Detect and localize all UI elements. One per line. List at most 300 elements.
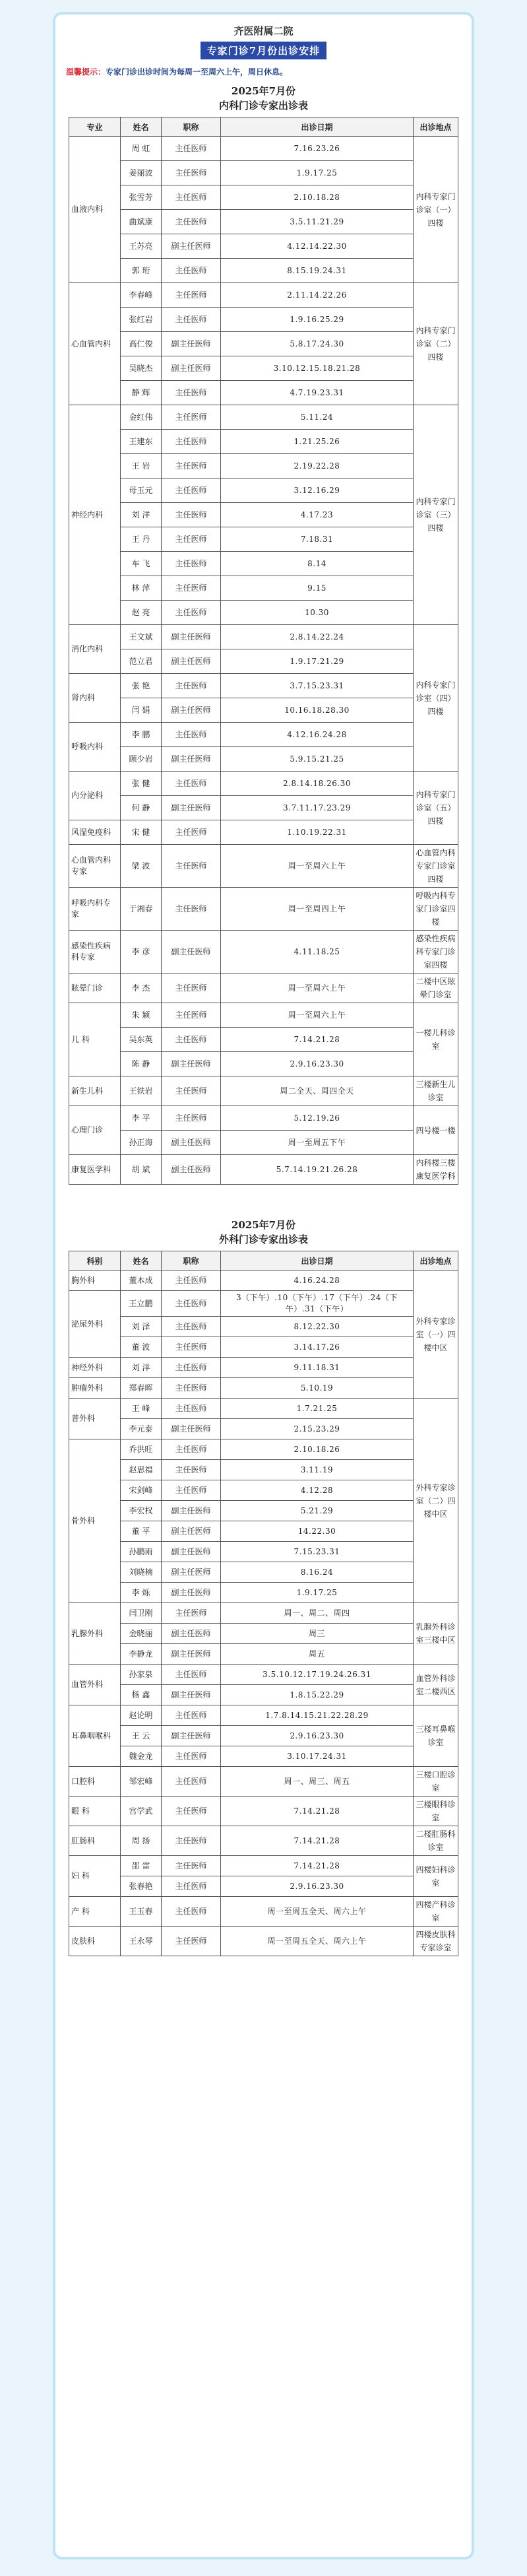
clinic-dates: 周五 [221,1644,414,1665]
table-header-row [69,117,458,137]
table-row [69,723,458,747]
table-row [69,888,458,931]
clinic-location: 内科专家门诊室（二）四楼 [414,283,458,405]
doctor-name: 王玉春 [121,1897,162,1927]
department-name: 感染性疾病科专家 [69,931,121,974]
doctor-title: 主任医师 [162,1028,221,1052]
surgical-table [69,1251,458,1956]
doctor-title: 主任医师 [162,674,221,698]
doctor-name: 董 平 [121,1521,162,1542]
doctor-title: 主任医师 [162,723,221,747]
internal-medicine-table [69,117,458,1185]
doctor-title: 副主任医师 [162,356,221,381]
doctor-name: 王文斌 [121,625,162,649]
doctor-title: 主任医师 [162,479,221,503]
department-name: 血管外科 [69,1665,121,1705]
table-row [69,1003,458,1028]
doctor-name: 王立鹏 [121,1291,162,1317]
doctor-title: 副主任医师 [162,332,221,356]
table-row [69,1291,458,1317]
table-row [69,503,458,527]
clinic-location: 二楼中区眩晕门诊室 [414,974,458,1003]
doctor-title: 主任医师 [162,1856,221,1876]
doctor-title: 主任医师 [162,1480,221,1501]
table-header-row [69,1251,458,1271]
doctor-name: 金红伟 [121,405,162,430]
doctor-title: 副主任医师 [162,1562,221,1583]
doctor-name: 乔洪旺 [121,1439,162,1460]
clinic-location: 四楼妇科诊室 [414,1856,458,1897]
doctor-name: 郑春晖 [121,1378,162,1399]
doctor-title: 主任医师 [162,888,221,931]
doctor-name: 王苏亮 [121,234,162,259]
clinic-location: 四号楼一楼 [414,1106,458,1155]
table-row [69,527,458,552]
doctor-title: 主任医师 [162,820,221,845]
clinic-dates: 2.15.23.29 [221,1419,414,1439]
table-row [69,1271,458,1291]
doctor-name: 王铁岩 [121,1076,162,1106]
doctor-title: 副主任医师 [162,625,221,649]
clinic-dates: 2.9.16.23.30 [221,1876,414,1897]
department-name: 乳腺外科 [69,1603,121,1665]
clinic-dates: 5.10.19 [221,1378,414,1399]
doctor-name: 周 虹 [121,137,162,161]
doctor-title: 副主任医师 [162,1521,221,1542]
clinic-dates: 2.10.18.26 [221,1439,414,1460]
table-row [69,1562,458,1583]
doctor-title: 主任医师 [162,1826,221,1856]
doctor-name: 王建东 [121,430,162,454]
title-header: 职称 [162,117,221,137]
department-name: 呼吸内科 [69,723,121,772]
doctor-name: 王 丹 [121,527,162,552]
doctor-title: 主任医师 [162,1358,221,1378]
department-name: 心理门诊 [69,1106,121,1155]
clinic-dates: 7.15.23.31 [221,1542,414,1562]
clinic-dates: 周一、周二、周四 [221,1603,414,1624]
clinic-dates: 3.11.19 [221,1460,414,1480]
doctor-name: 李静龙 [121,1644,162,1665]
clinic-dates: 1.9.17.25 [221,1583,414,1603]
doctor-title: 主任医师 [162,259,221,283]
clinic-location: 感染性疾病科专家门诊室四楼 [414,931,458,974]
clinic-dates: 1.9.16.25.29 [221,308,414,332]
clinic-dates: 1.7.21.25 [221,1399,414,1419]
clinic-dates: 2.19.22.28 [221,454,414,479]
table-row [69,259,458,283]
clinic-dates: 2.8.14.22.24 [221,625,414,649]
clinic-dates: 7.18.31 [221,527,414,552]
clinic-location: 乳腺外科诊室三楼中区 [414,1603,458,1665]
doctor-title: 主任医师 [162,1439,221,1460]
table-row [69,1480,458,1501]
clinic-dates: 周二全天、周四全天 [221,1076,414,1106]
doctor-title: 副主任医师 [162,649,221,674]
table-row [69,1876,458,1897]
clinic-location: 三楼口腔诊室 [414,1767,458,1797]
doctor-title: 主任医师 [162,381,221,405]
doctor-name: 李 平 [121,1106,162,1131]
doctor-name: 宋剑峰 [121,1480,162,1501]
schedule-card [53,12,474,2559]
clinic-dates: 周一、周三、周五 [221,1767,414,1797]
table-row [69,234,458,259]
clinic-location: 内科专家门诊室（四）四楼 [414,625,458,772]
clinic-dates: 1.10.19.22.31 [221,820,414,845]
doctor-title: 主任医师 [162,1897,221,1927]
table-row [69,845,458,888]
table-row [69,1685,458,1705]
doctor-name: 吴晓杰 [121,356,162,381]
clinic-dates: 3.7.11.17.23.29 [221,796,414,820]
table-row [69,1897,458,1927]
doctor-title: 主任医师 [162,1460,221,1480]
table-row [69,283,458,308]
clinic-dates: 3（下午）.10（下午）.17（下午）.24（下午）.31（下午） [221,1291,414,1317]
doctor-title: 主任医师 [162,1746,221,1767]
title-header: 职称 [162,1251,221,1271]
doctor-title: 主任医师 [162,601,221,625]
clinic-dates: 7.14.21.28 [221,1856,414,1876]
table-row [69,1378,458,1399]
doctor-name: 刘 泽 [121,1317,162,1337]
header [55,24,472,59]
doctor-name: 金晓丽 [121,1624,162,1644]
table-row [69,308,458,332]
doctor-title: 主任医师 [162,1603,221,1624]
doctor-name: 李 烁 [121,1583,162,1603]
doctor-name: 姜丽波 [121,161,162,185]
clinic-dates: 8.16.24 [221,1562,414,1583]
doctor-name: 曲斌康 [121,210,162,234]
location-header: 出诊地点 [414,1251,458,1271]
clinic-dates: 1.9.17.25 [221,161,414,185]
doctor-title: 主任医师 [162,185,221,210]
clinic-dates: 7.14.21.28 [221,1028,414,1052]
doctor-title: 主任医师 [162,974,221,1003]
clinic-dates: 3.5.10.12.17.19.24.26.31 [221,1665,414,1685]
table-row [69,1317,458,1337]
doctor-name: 林 萍 [121,576,162,601]
doctor-title: 副主任医师 [162,1624,221,1644]
clinic-location: 一楼儿科诊室 [414,1003,458,1076]
clinic-dates: 5.8.17.24.30 [221,332,414,356]
table-row [69,1583,458,1603]
clinic-dates: 8.15.19.24.31 [221,259,414,283]
doctor-name: 闫 娟 [121,698,162,723]
department-name: 妇 科 [69,1856,121,1897]
doctor-title: 副主任医师 [162,1501,221,1521]
doctor-name: 李 鹏 [121,723,162,747]
doctor-name: 张 健 [121,772,162,796]
clinic-dates: 1.7.8.14.15.21.22.28.29 [221,1705,414,1726]
doctor-name: 周 扬 [121,1826,162,1856]
clinic-location: 内科专家门诊室（一）四楼 [414,137,458,283]
dates-header: 出诊日期 [221,117,414,137]
dept-header: 科别 [69,1251,121,1271]
doctor-name: 张春艳 [121,1876,162,1897]
doctor-name: 朱 颖 [121,1003,162,1028]
clinic-dates: 10.16.18.28.30 [221,698,414,723]
doctor-title: 副主任医师 [162,698,221,723]
department-name: 心血管内科专家 [69,845,121,888]
department-name: 耳鼻咽喉科 [69,1705,121,1767]
table-row [69,931,458,974]
clinic-dates: 3.10.12.15.18.21.28 [221,356,414,381]
doctor-title: 主任医师 [162,430,221,454]
doctor-name: 刘 洋 [121,1358,162,1378]
table-row [69,332,458,356]
doctor-name: 顾少岩 [121,747,162,772]
doctor-title: 主任医师 [162,845,221,888]
doctor-name: 李 杰 [121,974,162,1003]
doctor-name: 李宏权 [121,1501,162,1521]
doctor-title: 主任医师 [162,1705,221,1726]
doctor-name: 邵 雷 [121,1856,162,1876]
table-row [69,356,458,381]
doctor-title: 副主任医师 [162,1155,221,1185]
doctor-title: 主任医师 [162,1378,221,1399]
doctor-name: 母玉元 [121,479,162,503]
table-row [69,1856,458,1876]
table-row [69,454,458,479]
doctor-title: 主任医师 [162,1317,221,1337]
table-row [69,1726,458,1746]
clinic-dates: 5.12.19.26 [221,1106,414,1131]
doctor-title: 主任医师 [162,454,221,479]
doctor-title: 副主任医师 [162,796,221,820]
table-row [69,1419,458,1439]
notice-lead: 温馨提示： [66,67,106,77]
table-row [69,161,458,185]
department-name: 皮肤科 [69,1927,121,1956]
doctor-title: 主任医师 [162,308,221,332]
doctor-name: 梁 波 [121,845,162,888]
clinic-dates: 5.11.24 [221,405,414,430]
clinic-dates: 周一至周五全天、周六上午 [221,1927,414,1956]
clinic-location: 外科专家诊室（二）四楼中区 [414,1399,458,1603]
clinic-dates: 5.7.14.19.21.26.28 [221,1155,414,1185]
clinic-dates: 周一至周五下午 [221,1131,414,1155]
doctor-title: 副主任医师 [162,234,221,259]
doctor-name: 孙正海 [121,1131,162,1155]
doctor-title: 主任医师 [162,1797,221,1826]
department-name: 肛肠科 [69,1826,121,1856]
doctor-title: 主任医师 [162,210,221,234]
doctor-title: 副主任医师 [162,1685,221,1705]
table-row [69,1501,458,1521]
department-name: 肾内科 [69,674,121,723]
doctor-name: 王永琴 [121,1927,162,1956]
clinic-location: 内科专家门诊室（五）四楼 [414,772,458,845]
clinic-location: 三楼眼科诊室 [414,1797,458,1826]
department-name: 儿 科 [69,1003,121,1076]
clinic-dates: 周三 [221,1624,414,1644]
table-row [69,430,458,454]
table-row [69,1644,458,1665]
doctor-title: 副主任医师 [162,1644,221,1665]
doctor-name: 王 峰 [121,1399,162,1419]
doctor-name: 李 彦 [121,931,162,974]
table-row [69,1460,458,1480]
department-name: 泌尿外科 [69,1291,121,1358]
clinic-dates: 4.12.14.22.30 [221,234,414,259]
doctor-name: 张 艳 [121,674,162,698]
clinic-location: 心血管内科专家门诊室四楼 [414,845,458,888]
doctor-name: 赵论明 [121,1705,162,1726]
doctor-name: 车 飞 [121,552,162,576]
department-name: 内分泌科 [69,772,121,820]
department-name: 心血管内科 [69,283,121,405]
clinic-dates: 14.22.30 [221,1521,414,1542]
department-name: 眩晕门诊 [69,974,121,1003]
location-header: 出诊地点 [414,117,458,137]
doctor-name: 闫卫刚 [121,1603,162,1624]
department-name: 骨外科 [69,1439,121,1603]
notice [66,66,461,77]
doctor-title: 副主任医师 [162,1131,221,1155]
clinic-dates: 周一至周六上午 [221,1003,414,1028]
clinic-dates: 2.9.16.23.30 [221,1052,414,1076]
table-row [69,974,458,1003]
department-name: 眼 科 [69,1797,121,1826]
doctor-name: 范立君 [121,649,162,674]
doctor-name: 静 辉 [121,381,162,405]
clinic-dates: 周一至周四上午 [221,888,414,931]
clinic-dates: 7.16.23.26 [221,137,414,161]
table-row [69,747,458,772]
dept-header: 专业 [69,117,121,137]
clinic-dates: 4.17.23 [221,503,414,527]
table-row [69,1155,458,1185]
clinic-dates: 5.21.29 [221,1501,414,1521]
doctor-title: 副主任医师 [162,1419,221,1439]
table-row [69,1826,458,1856]
doctor-title: 副主任医师 [162,931,221,974]
name-header: 姓名 [121,1251,162,1271]
table-row [69,185,458,210]
doctor-name: 董本成 [121,1271,162,1291]
clinic-location: 三楼耳鼻喉诊室 [414,1705,458,1767]
table-row [69,674,458,698]
doctor-name: 赵 亮 [121,601,162,625]
clinic-location: 外科专家诊室（一）四楼中区 [414,1271,458,1399]
clinic-location: 三楼新生儿诊室 [414,1076,458,1106]
table-row [69,1624,458,1644]
doctor-name: 孙家泉 [121,1665,162,1685]
clinic-dates: 2.11.14.22.26 [221,283,414,308]
clinic-location: 四楼皮肤科专家诊室 [414,1927,458,1956]
doctor-name: 李春峰 [121,283,162,308]
table-row [69,1746,458,1767]
doctor-title: 主任医师 [162,161,221,185]
clinic-dates: 4.7.19.23.31 [221,381,414,405]
doctor-title: 主任医师 [162,1665,221,1685]
doctor-title: 主任医师 [162,1271,221,1291]
doctor-name: 孙鹏雨 [121,1542,162,1562]
table-row [69,137,458,161]
clinic-location: 四楼产科诊室 [414,1897,458,1927]
table-row [69,1028,458,1052]
doctor-name: 刘 洋 [121,503,162,527]
table-row [69,1797,458,1826]
clinic-location: 呼吸内科专家门诊室四楼 [414,888,458,931]
doctor-title: 主任医师 [162,552,221,576]
doctor-title: 主任医师 [162,137,221,161]
table-row [69,1542,458,1562]
doctor-name: 宋 健 [121,820,162,845]
table-row [69,1399,458,1419]
notice-text: 专家门诊出诊时间为每周一至周六上午，周日休息。 [106,67,288,77]
table-row [69,479,458,503]
clinic-location: 血管外科诊室二楼西区 [414,1665,458,1705]
doctor-title: 主任医师 [162,772,221,796]
doctor-title: 主任医师 [162,1876,221,1897]
table-row [69,381,458,405]
doctor-name: 王 岩 [121,454,162,479]
table-row [69,210,458,234]
department-name: 胸外科 [69,1271,121,1291]
table-row [69,1521,458,1542]
department-name: 肿瘤外科 [69,1378,121,1399]
doctor-title: 主任医师 [162,1076,221,1106]
table-row [69,1705,458,1726]
table-row [69,1358,458,1378]
clinic-dates: 3.7.15.23.31 [221,674,414,698]
clinic-location: 二楼肛肠科诊室 [414,1826,458,1856]
table-row [69,772,458,796]
doctor-name: 李元泰 [121,1419,162,1439]
doctor-title: 主任医师 [162,576,221,601]
department-name: 康复医学科 [69,1155,121,1185]
table-row [69,1767,458,1797]
clinic-dates: 周一至周六上午 [221,974,414,1003]
hospital-name: 齐医附属二院 [233,25,294,37]
department-name: 神经内科 [69,405,121,625]
clinic-dates: 2.9.16.23.30 [221,1726,414,1746]
doctor-name: 魏金龙 [121,1746,162,1767]
table-row [69,625,458,649]
doctor-title: 主任医师 [162,1767,221,1797]
clinic-dates: 周一至周五全天、周六上午 [221,1897,414,1927]
doctor-name: 宫学武 [121,1797,162,1826]
department-name: 神经外科 [69,1358,121,1378]
clinic-location: 内科专家门诊室（三）四楼 [414,405,458,625]
doctor-title: 副主任医师 [162,1052,221,1076]
doctor-name: 杨 鑫 [121,1685,162,1705]
clinic-dates: 5.9.15.21.25 [221,747,414,772]
department-name: 普外科 [69,1399,121,1439]
doctor-title: 主任医师 [162,503,221,527]
doctor-title: 副主任医师 [162,747,221,772]
doctor-name: 刘晓楠 [121,1562,162,1583]
doctor-name: 张雪芳 [121,185,162,210]
department-name: 产 科 [69,1897,121,1927]
internal-title-year: 2025年7月份 [231,85,296,97]
doctor-title: 主任医师 [162,1106,221,1131]
doctor-name: 胡 斌 [121,1155,162,1185]
doctor-title: 主任医师 [162,1291,221,1317]
table-row [69,1131,458,1155]
clinic-dates: 1.8.15.22.29 [221,1685,414,1705]
clinic-dates: 4.12.28 [221,1480,414,1501]
table-row [69,576,458,601]
doctor-title: 副主任医师 [162,1583,221,1603]
doctor-name: 董 波 [121,1337,162,1358]
dates-header: 出诊日期 [221,1251,414,1271]
table-row [69,1337,458,1358]
